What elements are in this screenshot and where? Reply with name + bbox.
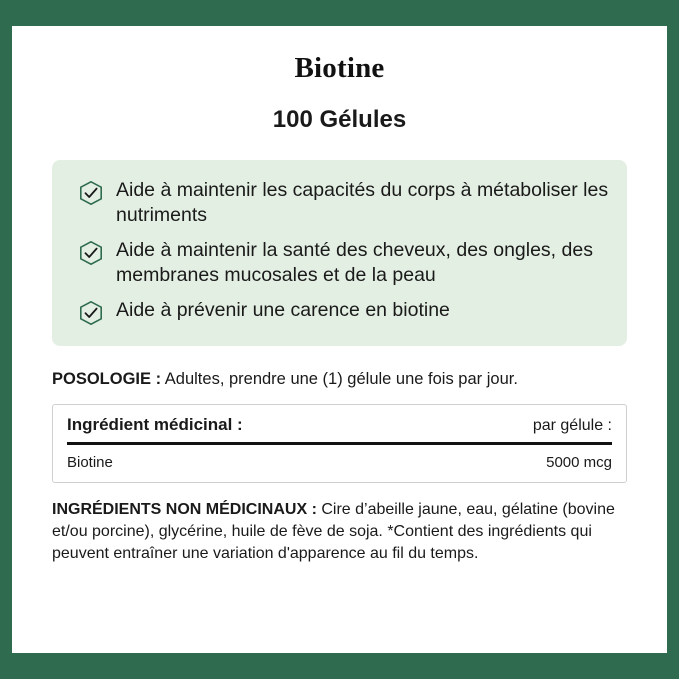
facts-header-row bbox=[67, 415, 612, 442]
facts-row-amount: 5000 mcg bbox=[546, 454, 612, 471]
dosage-text: Adultes, prendre une (1) gélule une fois par jour. bbox=[161, 370, 518, 388]
benefits-panel bbox=[52, 160, 627, 346]
supplement-facts-table bbox=[52, 404, 627, 483]
non-medicinal-ingredients bbox=[52, 499, 627, 565]
label-content bbox=[12, 26, 667, 653]
facts-row-name: Biotine bbox=[67, 454, 113, 471]
benefit-text: Aide à maintenir la santé des cheveux, des ongles, des membranes mucosales et de la peau bbox=[116, 239, 593, 286]
benefit-text: Aide à prévenir une carence en biotine bbox=[116, 299, 450, 321]
top-green-band bbox=[12, 0, 667, 26]
facts-header-amount: par gélule : bbox=[532, 417, 612, 434]
bottom-green-band bbox=[12, 653, 667, 679]
benefit-item bbox=[68, 178, 611, 228]
benefit-text: Aide à maintenir les capacités du corps à métaboliser les nutriments bbox=[116, 179, 609, 226]
product-count-subtitle: 100 Gélules bbox=[272, 106, 407, 133]
table-row bbox=[67, 445, 612, 474]
non-medicinal-text: Cire d’abeille jaune, eau, gélatine (bovine et/ou porcine), glycérine, huile de fève de soja. *Contient des ingrédients qui peuvent entraîner une variation d'apparence au fil du temps. bbox=[52, 501, 615, 562]
benefit-item bbox=[68, 298, 611, 326]
non-medicinal-label: INGRÉDIENTS NON MÉDICINAUX : bbox=[52, 501, 317, 518]
check-badge-icon bbox=[78, 180, 104, 206]
dosage-label: POSOLOGIE : bbox=[52, 370, 162, 388]
check-badge-icon bbox=[78, 300, 104, 326]
facts-header-ingredient: Ingrédient médicinal : bbox=[67, 415, 243, 434]
dosage-line bbox=[52, 368, 627, 390]
benefit-item bbox=[68, 238, 611, 288]
check-badge-icon bbox=[78, 240, 104, 266]
page-title: Biotine bbox=[294, 52, 385, 84]
